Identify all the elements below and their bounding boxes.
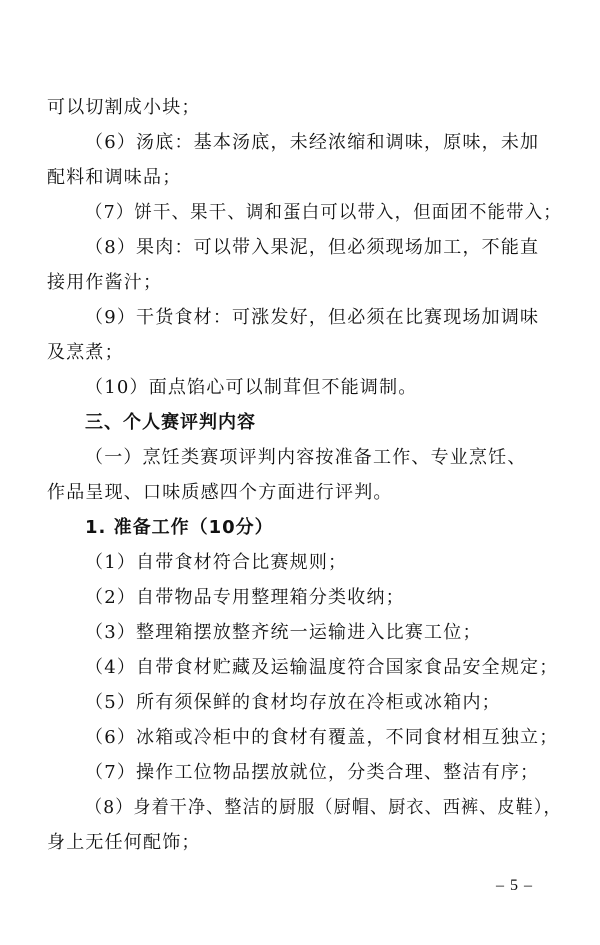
- body-line-19: （6）冰箱或冷柜中的食材有覆盖，不同食材相互独立；: [85, 727, 559, 748]
- body-line-9: （10）面点馅心可以制茸但不能调制。: [85, 377, 418, 398]
- body-line-20: （7）操作工位物品摆放就位，分类合理、整洁有序；: [85, 762, 540, 783]
- body-line-11: （一）烹饪类赛项评判内容按准备工作、专业烹饪、: [85, 447, 527, 468]
- body-line-5: （8）果肉：可以带入果泥，但必须现场加工，不能直: [85, 237, 540, 258]
- body-line-7: （9）干货食材：可涨发好，但必须在比赛现场加调味: [85, 307, 540, 328]
- body-line-8: 及烹煮；: [47, 342, 124, 363]
- body-line-4: （7）饼干、果干、调和蛋白可以带入，但面团不能带入；: [85, 202, 562, 223]
- body-line-18: （5）所有须保鲜的食材均存放在冷柜或冰箱内；: [85, 692, 501, 713]
- body-line-6: 接用作酱汁；: [47, 272, 163, 293]
- body-line-2: （6）汤底：基本汤底，未经浓缩和调味，原味，未加: [85, 132, 540, 153]
- section-heading: 三、个人赛评判内容: [85, 412, 256, 433]
- body-line-1: 可以切割成小块；: [47, 97, 201, 118]
- body-line-22: 身上无任何配饰；: [47, 832, 201, 853]
- page-number: – 5 –: [496, 877, 533, 894]
- body-line-14: （1）自带食材符合比赛规则；: [85, 552, 348, 573]
- subsection-heading: 1. 准备工作（10分）: [85, 517, 274, 538]
- body-line-3: 配料和调味品；: [47, 167, 182, 188]
- body-line-21: （8）身着干净、整洁的厨服（厨帽、厨衣、西裤、皮鞋），: [85, 797, 562, 818]
- body-line-15: （2）自带物品专用整理箱分类收纳；: [85, 587, 405, 608]
- body-line-12: 作品呈现、口味质感四个方面进行评判。: [47, 482, 393, 503]
- body-line-16: （3）整理箱摆放整齐统一运输进入比赛工位；: [85, 622, 482, 643]
- body-line-17: （4）自带食材贮藏及运输温度符合国家食品安全规定；: [85, 657, 559, 678]
